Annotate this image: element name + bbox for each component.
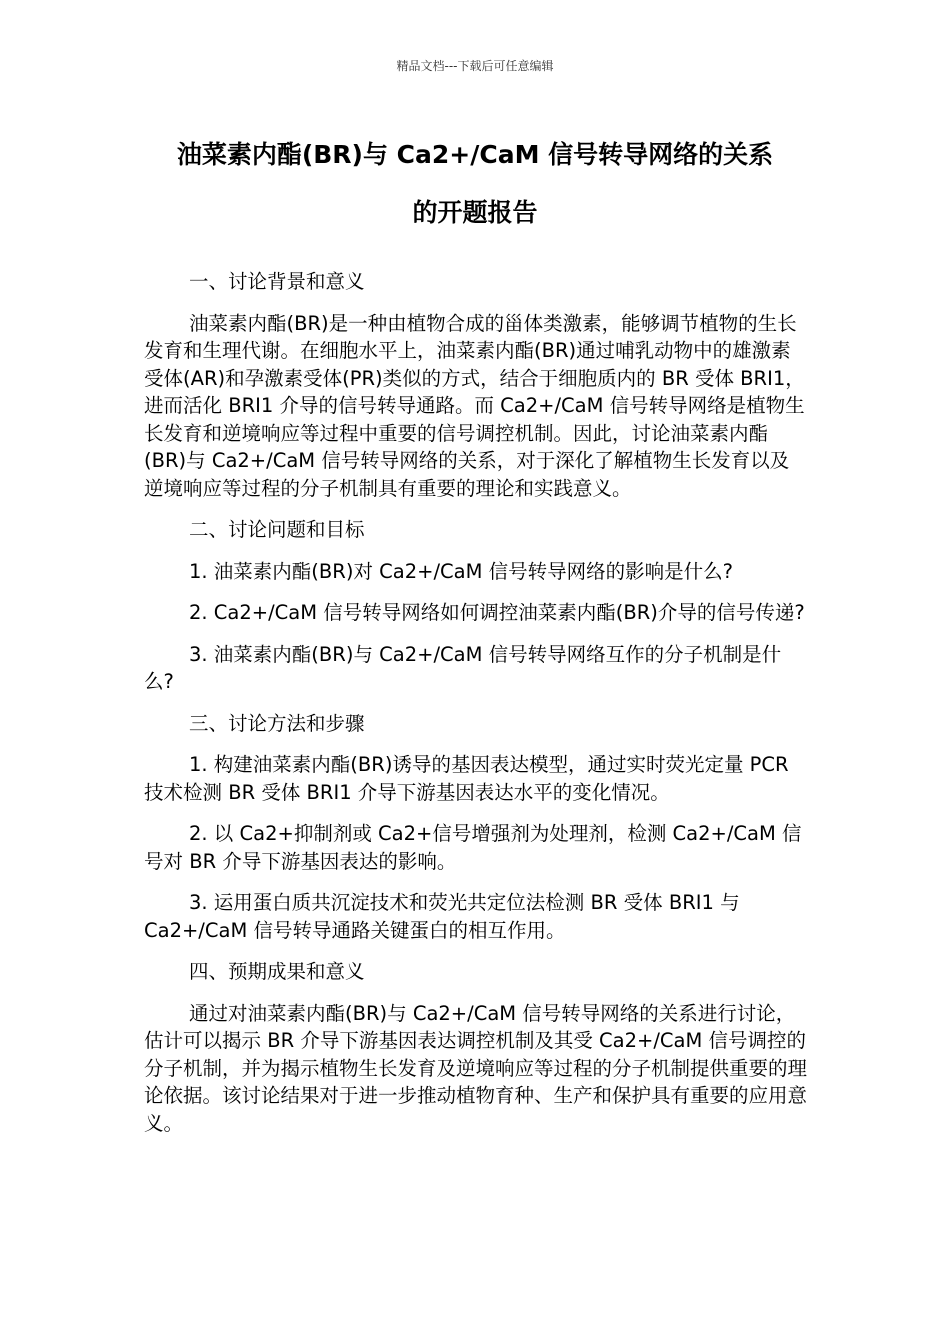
paragraph-background: 油菜素内酯(BR)是一种由植物合成的甾体类激素，能够调节植物的生长发育和生理代谢。在细胞水平上，油菜素内酯(BR)通过哺乳动物中的雄激素受体(AR)和孕激素受体(PR)类似的方式，结合于细胞质内的 BR 受体 BRI1，进而活化 BRI1 介导的信号转导通路。而 Ca2+/CaM 信号转导网络是植物生长发育和逆境响应等过程中重要的信号调控机制。因此，讨论油菜素内酯(BR)与 Ca2+/CaM 信号转导网络的关系，对于深化了解植物生长发育以及逆境响应等过程的分子机制具有重要的理论和实践意义。	[144, 311, 805, 500]
paragraph-outcomes: 通过对油菜素内酯(BR)与 Ca2+/CaM 信号转导网络的关系进行讨论，估计可以揭示 BR 介导下游基因表达调控机制及其受 Ca2+/CaM 信号调控的分子机制，并为揭示植物生长发育及逆境响应等过程的分子机制提供重要的理论依据。该讨论结果对于进一步推动植物育种、生产和保护具有重要的应用意义。	[144, 1001, 808, 1135]
section-heading-methods: 三、讨论方法和步骤	[189, 711, 365, 735]
document-body	[144, 268, 808, 1151]
method-item-3: 3. 运用蛋白质共沉淀技术和荧光共定位法检测 BR 受体 BRI1 与 Ca2+/CaM 信号转导通路关键蛋白的相互作用。	[144, 891, 740, 942]
question-item-2: 2. Ca2+/CaM 信号转导网络如何调控油菜素内酯(BR)介导的信号传递?	[189, 601, 805, 624]
section-heading-questions: 二、讨论问题和目标	[189, 518, 365, 541]
document-title-line-2: 的开题报告	[412, 198, 538, 227]
question-item-3: 3. 油菜素内酯(BR)与 Ca2+/CaM 信号转导网络互作的分子机制是什么?	[144, 642, 782, 693]
document-title-line-1: 油菜素内酯(BR)与 Ca2+/CaM 信号转导网络的关系	[176, 140, 774, 169]
header-note: 精品文档---下载后可任意编辑	[396, 59, 554, 73]
method-item-2: 2. 以 Ca2+抑制剂或 Ca2+信号增强剂为处理剂，检测 Ca2+/CaM 信号对 BR 介导下游基因表达的影响。	[144, 822, 802, 873]
method-item-1: 1. 构建油菜素内酯(BR)诱导的基因表达模型，通过实时荧光定量 PCR 技术检测 BR 受体 BRI1 介导下游基因表达水平的变化情况。	[144, 753, 789, 804]
question-item-1: 1. 油菜素内酯(BR)对 Ca2+/CaM 信号转导网络的影响是什么?	[189, 559, 733, 583]
section-heading-background: 一、讨论背景和意义	[189, 270, 365, 293]
section-heading-outcomes: 四、预期成果和意义	[189, 960, 365, 983]
